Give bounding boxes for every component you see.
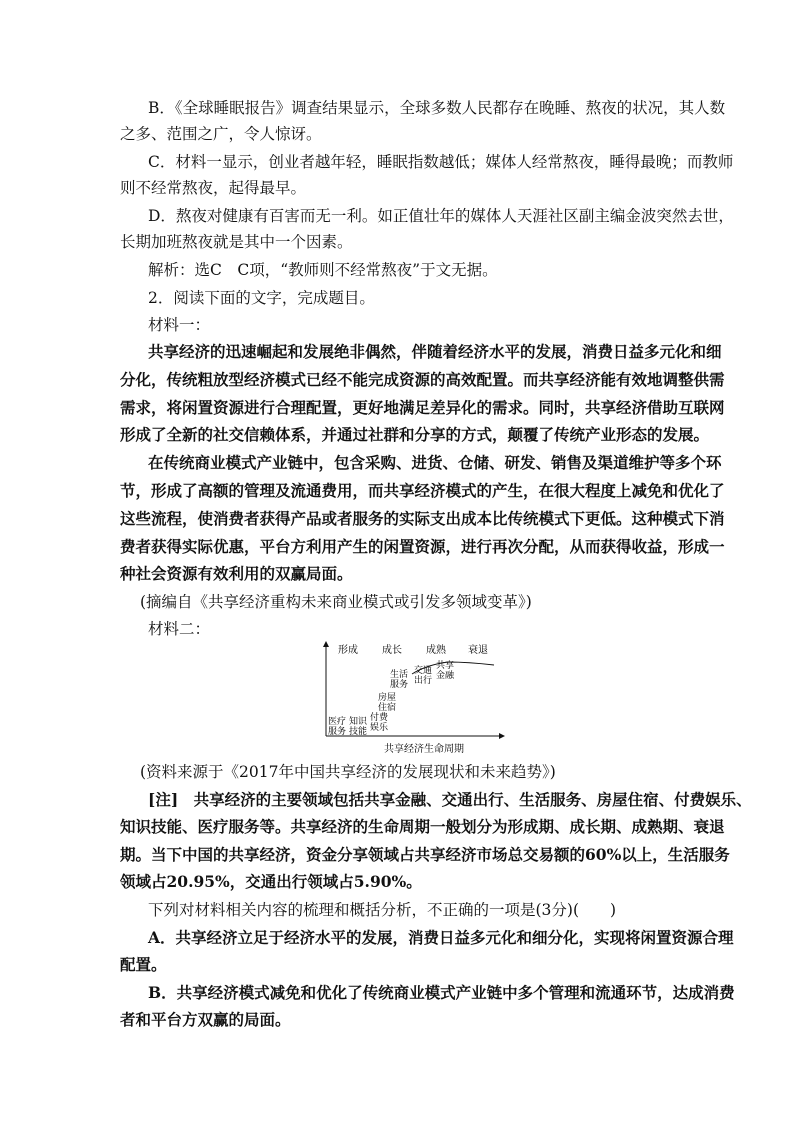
lifecycle-chart [318, 638, 508, 758]
analysis-text: 解析：选C C项，“教师则不经常熬夜”于文无据。 [148, 261, 498, 279]
option-a-line2: 配置。 [120, 955, 167, 974]
note-line1: [注] 共享经济的主要领域包括共享金融、交通出行、生活服务、房屋住宿、付费娱乐、 [148, 790, 752, 809]
domain-knowledge-2: 技能 [349, 727, 368, 737]
domain-life-1: 生活 [390, 670, 409, 680]
domain-finance-1: 共享 [436, 661, 455, 671]
m1-para2-line4: 费者获得实际优惠，平台方利用产生的闲置资源，进行再次分配，从而获得收益，形成一 [120, 537, 725, 556]
m1-para1-line4: 形成了全新的社交信赖体系，并通过社群和分享的方式，颠覆了传统产业形态的发展。 [120, 425, 710, 444]
domain-medical-2: 服务 [328, 727, 347, 737]
domain-traffic-1: 交通 [414, 666, 433, 676]
option-b2-line1: B．共享经济模式减免和优化了传统商业模式产业链中多个管理和流通环节，达成消费 [148, 983, 735, 1002]
m1-para1-line3: 需求，将闲置资源进行合理配置，更好地满足差异化的需求。同时，共享经济借助互联网 [120, 398, 725, 417]
option-d-line1: D．熬夜对健康有百害而无一利。如正值壮年的媒体人天涯社区副主编金波突然去世， [148, 207, 734, 225]
stage-label-decline: 衰退 [468, 645, 488, 656]
domain-finance-2: 金融 [436, 671, 455, 681]
m1-para2-line2: 节，形成了高额的管理及流通费用，而共享经济模式的产生，在很大程度上减免和优化了 [120, 481, 725, 500]
m1-para1-line1: 共享经济的迅速崛起和发展绝非偶然，伴随着经济水平的发展，消费日益多元化和细 [148, 342, 722, 361]
domain-life-2: 服务 [390, 680, 409, 690]
m1-para2-line5: 种社会资源有效利用的双赢局面。 [120, 564, 353, 583]
stage-label-formation: 形成 [338, 645, 358, 656]
question-stem: 下列对材料相关内容的梳理和概括分析，不正确的一项是(3分)( ) [148, 901, 617, 919]
domain-medical-1: 医疗 [328, 717, 347, 727]
option-b2-line2: 者和平台方双赢的局面。 [120, 1010, 291, 1029]
option-d-line2: 长期加班熬夜就是其中一个因素。 [120, 233, 353, 251]
material2-source: (资料来源于《2017年中国共享经济的发展现状和未来趋势》) [140, 763, 556, 781]
domain-paid-1: 付费 [370, 713, 389, 723]
note-line2: 知识技能、医疗服务等。共享经济的生命周期一般划分为形成期、成长期、成熟期、衰退 [120, 817, 725, 836]
note-line3: 期。当下中国的共享经济，资金分享领域占共享经济市场总交易额的60%以上，生活服务 [120, 845, 730, 864]
material1-source: (摘编自《共享经济重构未来商业模式或引发多领域变革》) [140, 593, 532, 611]
question2-prompt: 2．阅读下面的文字，完成题目。 [148, 289, 375, 307]
domain-paid-2: 娱乐 [370, 723, 389, 733]
option-a-line1: A．共享经济立足于经济水平的发展，消费日益多元化和细分化，实现将闲置资源合理 [148, 928, 734, 947]
domain-traffic-2: 出行 [414, 676, 433, 686]
m1-para2-line3: 这些流程，使消费者获得产品或者服务的实际支出成本比传统模式下更低。这种模式下消 [120, 509, 725, 528]
material2-label: 材料二： [148, 620, 211, 638]
stage-label-growth: 成长 [382, 645, 402, 656]
domain-housing-2: 住宿 [378, 703, 397, 713]
m1-para1-line2: 分化，传统粗放型经济模式已经不能完成资源的高效配置。而共享经济能有效地调整供需 [120, 370, 725, 389]
x-axis-label: 共享经济生命周期 [384, 744, 464, 755]
stage-label-maturity: 成熟 [426, 645, 446, 656]
option-b-line1: B．《全球睡眠报告》调查结果显示，全球多数人民都存在晚睡、熬夜的状况，其人数 [148, 99, 726, 117]
option-c-line1: C．材料一显示，创业者越年轻，睡眠指数越低；媒体人经常熬夜，睡得最晚；而教师 [148, 153, 734, 171]
domain-housing-1: 房屋 [378, 693, 397, 703]
note-line4: 领域占20.95%，交通出行领域占5.90%。 [120, 872, 422, 891]
domain-knowledge-1: 知识 [349, 717, 368, 727]
option-b-line2: 之多、范围之广，令人惊讶。 [120, 125, 322, 143]
m1-para2-line1: 在传统商业模式产业链中，包含采购、进货、仓储、研发、销售及渠道维护等多个环 [148, 453, 722, 472]
material1-label: 材料一： [148, 316, 211, 334]
option-c-line2: 则不经常熬夜，起得最早。 [120, 179, 307, 197]
